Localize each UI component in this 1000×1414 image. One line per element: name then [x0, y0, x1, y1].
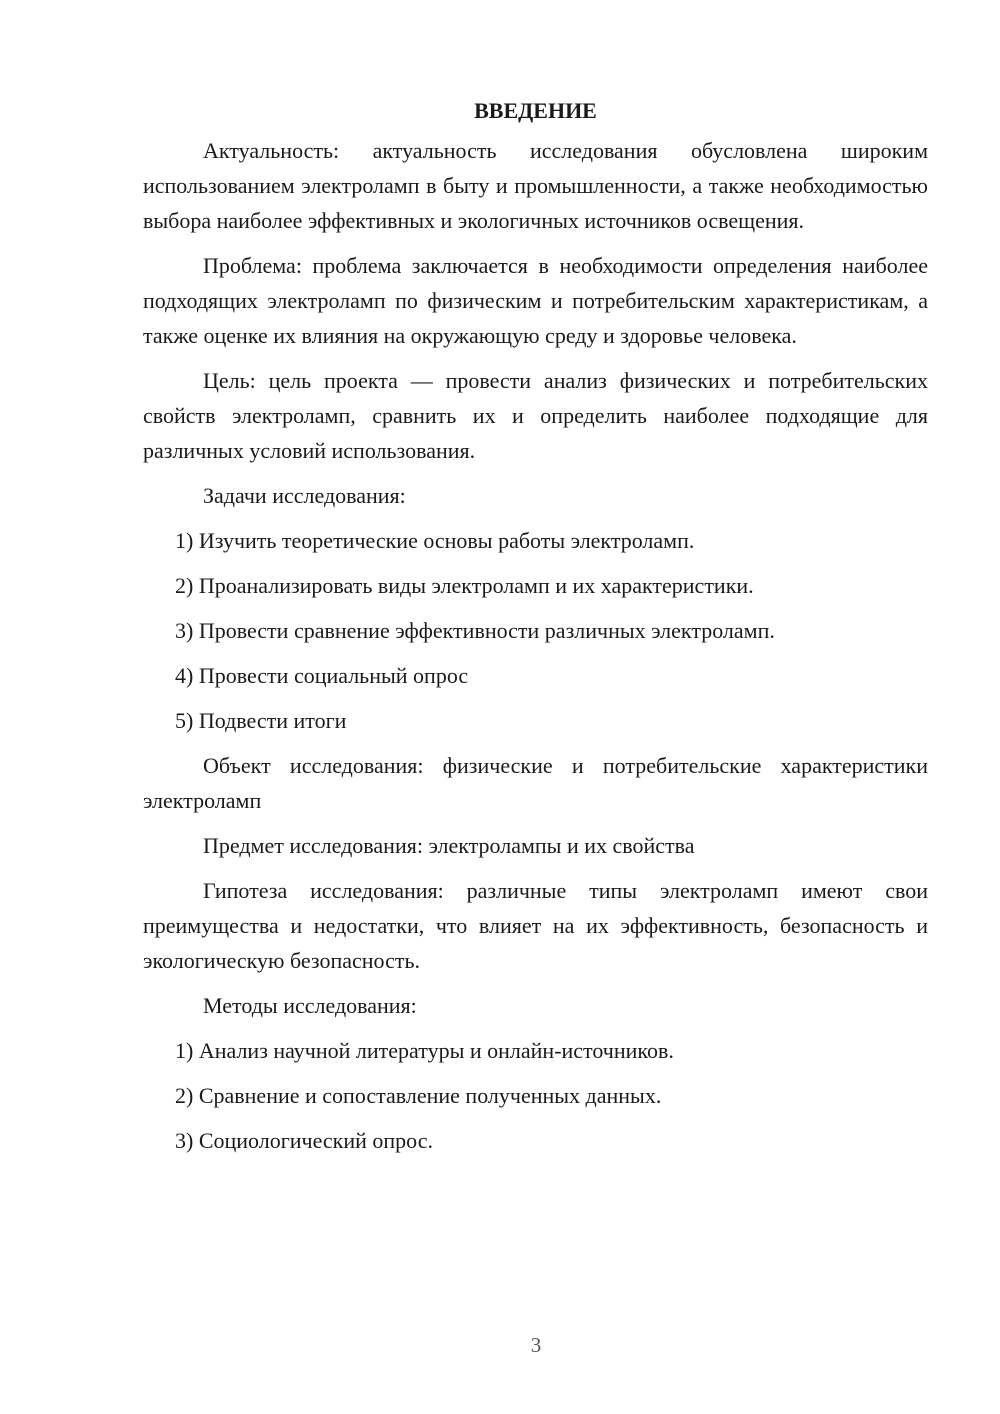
tasks-heading: Задачи исследования: — [203, 483, 406, 508]
page-title: ВВЕДЕНИЕ — [474, 98, 597, 123]
method-item: 2) Сравнение и сопоставление полученных данных. — [175, 1083, 662, 1108]
task-item: 4) Провести социальный опрос — [175, 663, 469, 688]
task-item: 2) Проанализировать виды электроламп и их характеристики. — [175, 573, 754, 598]
method-item: 1) Анализ научной литературы и онлайн-источников. — [175, 1038, 674, 1063]
method-item: 3) Социологический опрос. — [175, 1128, 433, 1153]
relevance-paragraph: Актуальность: актуальность исследования обусловлена широким использованием электроламп в быту и промышленности, а также необходимостью выбора наиболее эффективных и экологичных источников освещения. — [143, 138, 928, 233]
methods-heading: Методы исследования: — [203, 993, 417, 1018]
task-item: 3) Провести сравнение эффективности различных электроламп. — [175, 618, 775, 643]
task-item: 5) Подвести итоги — [175, 708, 347, 733]
subject-paragraph: Предмет исследования: электролампы и их свойства — [203, 833, 695, 858]
hypothesis-paragraph: Гипотеза исследования: различные типы электроламп имеют свои преимущества и недостатки, что влияет на их эффективность, безопасность и экологическую безопасность. — [143, 878, 928, 973]
task-item: 1) Изучить теоретические основы работы электроламп. — [175, 528, 695, 553]
problem-paragraph: Проблема: проблема заключается в необходимости определения наиболее подходящих электроламп по физическим и потребительским характеристикам, а также оценке их влияния на окружающую среду и здоровье человека. — [143, 253, 928, 348]
page-number: 3 — [530, 1333, 542, 1357]
page-content — [143, 93, 928, 1168]
goal-paragraph: Цель: цель проекта — провести анализ физических и потребительских свойств электроламп, сравнить их и определить наиболее подходящие для различных условий использования. — [143, 368, 928, 463]
object-paragraph: Объект исследования: физические и потребительские характеристики электроламп — [143, 753, 928, 813]
